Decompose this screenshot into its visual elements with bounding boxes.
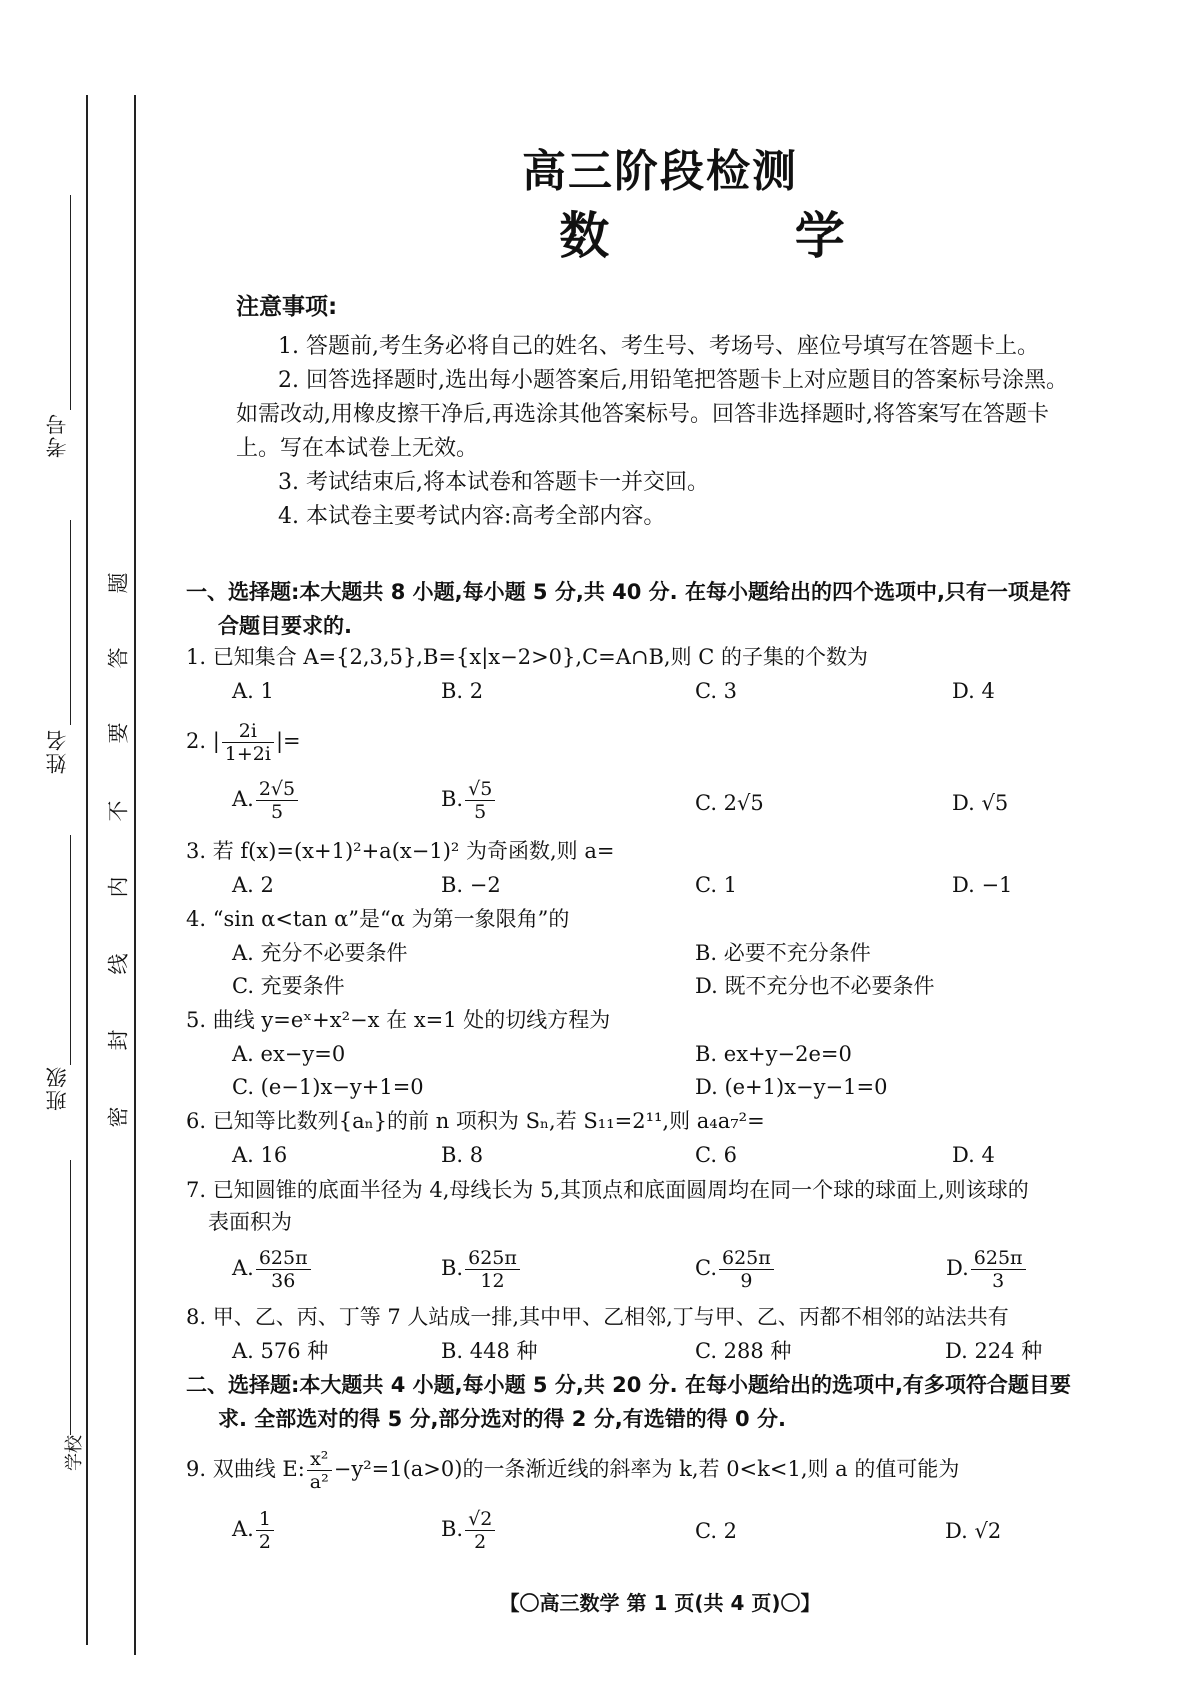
q2-numerator: 2i <box>222 720 274 743</box>
binding-rule-left <box>86 95 88 1645</box>
q8-option-d: D. 224 种 <box>945 1339 1043 1363</box>
q9-option-a <box>232 1508 276 1553</box>
q2-prefix: 2. | <box>186 729 220 753</box>
name-blank <box>70 520 71 725</box>
q9-option-a-label: A. <box>232 1517 254 1541</box>
section-1-line2: 合题目要求的. <box>218 614 352 638</box>
school-label: 学校 <box>64 1435 85 1471</box>
q8-option-c: C. 288 种 <box>695 1339 792 1363</box>
q6-option-b: B. 8 <box>441 1143 484 1167</box>
section-2-line1: 二、选择题:本大题共 4 小题,每小题 5 分,共 20 分. 在每小题给出的选项中,有多项符合题目要 <box>186 1373 1071 1397</box>
class-label: 班级 <box>45 1065 69 1111</box>
q7-option-b-fraction <box>465 1247 520 1292</box>
q4-option-c: C. 充要条件 <box>232 974 345 998</box>
q5-option-a: A. ex−y=0 <box>232 1042 346 1066</box>
page-footer: 【〇高三数学 第 1 页(共 4 页)〇】 <box>499 1591 821 1615</box>
q5-option-c: C. (e−1)x−y+1=0 <box>232 1075 424 1099</box>
q9-option-a-num: 1 <box>256 1508 274 1531</box>
question-5-stem: 5. 曲线 y=eˣ+x²−x 在 x=1 处的切线方程为 <box>186 1008 611 1032</box>
q9-option-b-num: √2 <box>465 1508 495 1531</box>
name-label: 姓名 <box>45 728 69 774</box>
notice-item: 4. 本试卷主要考试内容:高考全部内容。 <box>278 504 666 529</box>
q2-option-a-den: 5 <box>270 801 284 823</box>
q2-option-d: D. √5 <box>952 791 1009 815</box>
q4-option-a: A. 充分不必要条件 <box>232 941 408 965</box>
q9-option-b-fraction <box>465 1508 495 1553</box>
question-9-stem <box>186 1448 1126 1493</box>
q7-option-d-fraction <box>971 1247 1026 1292</box>
q3-option-d: D. −1 <box>952 873 1013 897</box>
q2-denominator: 1+2i <box>224 743 271 765</box>
seal-char: 答 <box>106 647 131 669</box>
q7-option-d-den: 3 <box>992 1270 1005 1292</box>
class-blank <box>70 835 71 1065</box>
q7-option-b-num: 625π <box>465 1247 520 1270</box>
seal-char: 题 <box>106 572 131 594</box>
exam-title: 高三阶段检测 <box>522 146 798 197</box>
q7-option-a-fraction <box>256 1247 311 1292</box>
question-8-stem: 8. 甲、乙、丙、丁等 7 人站成一排,其中甲、乙相邻,丁与甲、乙、丙都不相邻的站法共有 <box>186 1305 1009 1329</box>
q9-option-b-den: 2 <box>474 1531 487 1553</box>
q8-option-a: A. 576 种 <box>232 1339 329 1363</box>
question-1-stem: 1. 已知集合 A={2,3,5},B={x|x−2>0},C=A∩B,则 C 的子集的个数为 <box>186 645 869 669</box>
q7-option-c <box>695 1247 776 1292</box>
q9-prefix: 9. 双曲线 E: <box>186 1457 305 1481</box>
q7-option-c-fraction <box>719 1247 774 1292</box>
q2-option-c: C. 2√5 <box>695 791 764 815</box>
section-1-line1: 一、选择题:本大题共 8 小题,每小题 5 分,共 40 分. 在每小题给出的四个选项中,只有一项是符 <box>186 580 1071 604</box>
seal-char: 线 <box>106 953 131 975</box>
q9-option-a-fraction <box>256 1508 274 1553</box>
exam-no-label: 考号 <box>45 412 69 458</box>
q4-option-b: B. 必要不充分条件 <box>695 941 871 965</box>
q1-option-d: D. 4 <box>952 679 995 703</box>
q9-fraction <box>307 1448 332 1493</box>
q9-option-c: C. 2 <box>695 1519 738 1543</box>
q2-option-b-den: 5 <box>474 801 487 823</box>
q3-option-c: C. 1 <box>695 873 738 897</box>
q7-option-a-label: A. <box>232 1256 254 1280</box>
q2-option-b-num: √5 <box>465 778 495 801</box>
q2-suffix: |= <box>275 729 301 753</box>
seal-char: 要 <box>106 722 131 744</box>
q5-option-b: B. ex+y−2e=0 <box>695 1042 852 1066</box>
notice-item: 3. 考试结束后,将本试卷和答题卡一并交回。 <box>278 470 709 495</box>
q7-option-a-den: 36 <box>271 1270 296 1292</box>
q7-option-d-num: 625π <box>971 1247 1026 1270</box>
q9-suffix: −y²=1(a>0)的一条渐近线的斜率为 k,若 0<k<1,则 a 的值可能为 <box>333 1457 960 1481</box>
notice-title: 注意事项: <box>236 294 338 320</box>
seal-char: 不 <box>106 800 131 822</box>
q7-option-a <box>232 1247 313 1292</box>
q6-option-d: D. 4 <box>952 1143 995 1167</box>
notice-item: 1. 答题前,考生务必将自己的姓名、考生号、考场号、座位号填写在答题卡上。 <box>278 334 1039 359</box>
question-7-stem <box>186 1174 1126 1238</box>
q9-numerator: x² <box>307 1448 332 1471</box>
q3-option-a: A. 2 <box>232 873 274 897</box>
q1-option-b: B. 2 <box>441 679 484 703</box>
section-1-heading <box>186 575 1126 643</box>
q6-option-c: C. 6 <box>695 1143 738 1167</box>
q7-option-b-label: B. <box>441 1256 464 1280</box>
q2-fraction <box>222 720 274 765</box>
notice-item: 2. 回答选择题时,选出每小题答案后,用铅笔把答题卡上对应题目的答案标号涂黑。如需改动,用橡皮擦干净后,再选涂其他答案标号。回答非选择题时,将答案写在答题卡上。写在本试卷上无效。 <box>236 368 1068 461</box>
q2-option-a <box>232 778 300 823</box>
q7-option-d-label: D. <box>946 1256 969 1280</box>
q6-option-a: A. 16 <box>232 1143 288 1167</box>
q9-option-b <box>441 1508 497 1553</box>
question-3-stem: 3. 若 f(x)=(x+1)²+a(x−1)² 为奇函数,则 a= <box>186 839 615 863</box>
seal-char: 封 <box>106 1029 131 1051</box>
subject-title: 数 学 <box>559 207 929 265</box>
question-4-stem: 4. “sin α<tan α”是“α 为第一象限角”的 <box>186 907 570 931</box>
seal-char: 内 <box>106 876 131 898</box>
q7-option-c-den: 9 <box>740 1270 753 1292</box>
q7-option-a-num: 625π <box>256 1247 311 1270</box>
seal-char: 密 <box>106 1106 131 1128</box>
q9-denominator: a² <box>309 1471 329 1493</box>
q7-option-d <box>946 1247 1028 1292</box>
section-2-heading <box>186 1368 1126 1436</box>
q2-option-a-fraction <box>256 778 298 823</box>
q9-option-a-den: 2 <box>258 1531 271 1553</box>
q7-option-b-den: 12 <box>480 1270 505 1292</box>
q9-option-b-label: B. <box>441 1517 464 1541</box>
q5-option-d: D. (e+1)x−y−1=0 <box>695 1075 888 1099</box>
q4-option-d: D. 既不充分也不必要条件 <box>695 974 935 998</box>
binding-rule-right <box>134 95 136 1655</box>
q7-option-c-label: C. <box>695 1256 717 1280</box>
notice-block <box>236 290 1086 534</box>
question-6-stem: 6. 已知等比数列{aₙ}的前 n 项积为 Sₙ,若 S₁₁=2¹¹,则 a₄a₇²= <box>186 1109 765 1133</box>
q2-option-b <box>441 778 497 823</box>
q7-line1: 7. 已知圆锥的底面半径为 4,母线长为 5,其顶点和底面圆周均在同一个球的球面上,则该球的 <box>186 1178 1029 1202</box>
q2-option-b-label: B. <box>441 787 464 811</box>
q9-option-d: D. √2 <box>945 1519 1002 1543</box>
q7-option-b <box>441 1247 522 1292</box>
q1-option-c: C. 3 <box>695 679 738 703</box>
q8-option-b: B. 448 种 <box>441 1339 538 1363</box>
q2-option-b-fraction <box>465 778 495 823</box>
q3-option-b: B. −2 <box>441 873 501 897</box>
q1-option-a: A. 1 <box>232 679 274 703</box>
q2-option-a-num: 2√5 <box>256 778 298 801</box>
q7-option-c-num: 625π <box>719 1247 774 1270</box>
question-2-stem <box>186 720 1126 765</box>
q7-line2: 表面积为 <box>208 1210 292 1234</box>
section-2-line2: 求. 全部选对的得 5 分,部分选对的得 2 分,有选错的得 0 分. <box>218 1407 786 1431</box>
school-blank <box>70 1160 71 1435</box>
q2-option-a-label: A. <box>232 787 254 811</box>
